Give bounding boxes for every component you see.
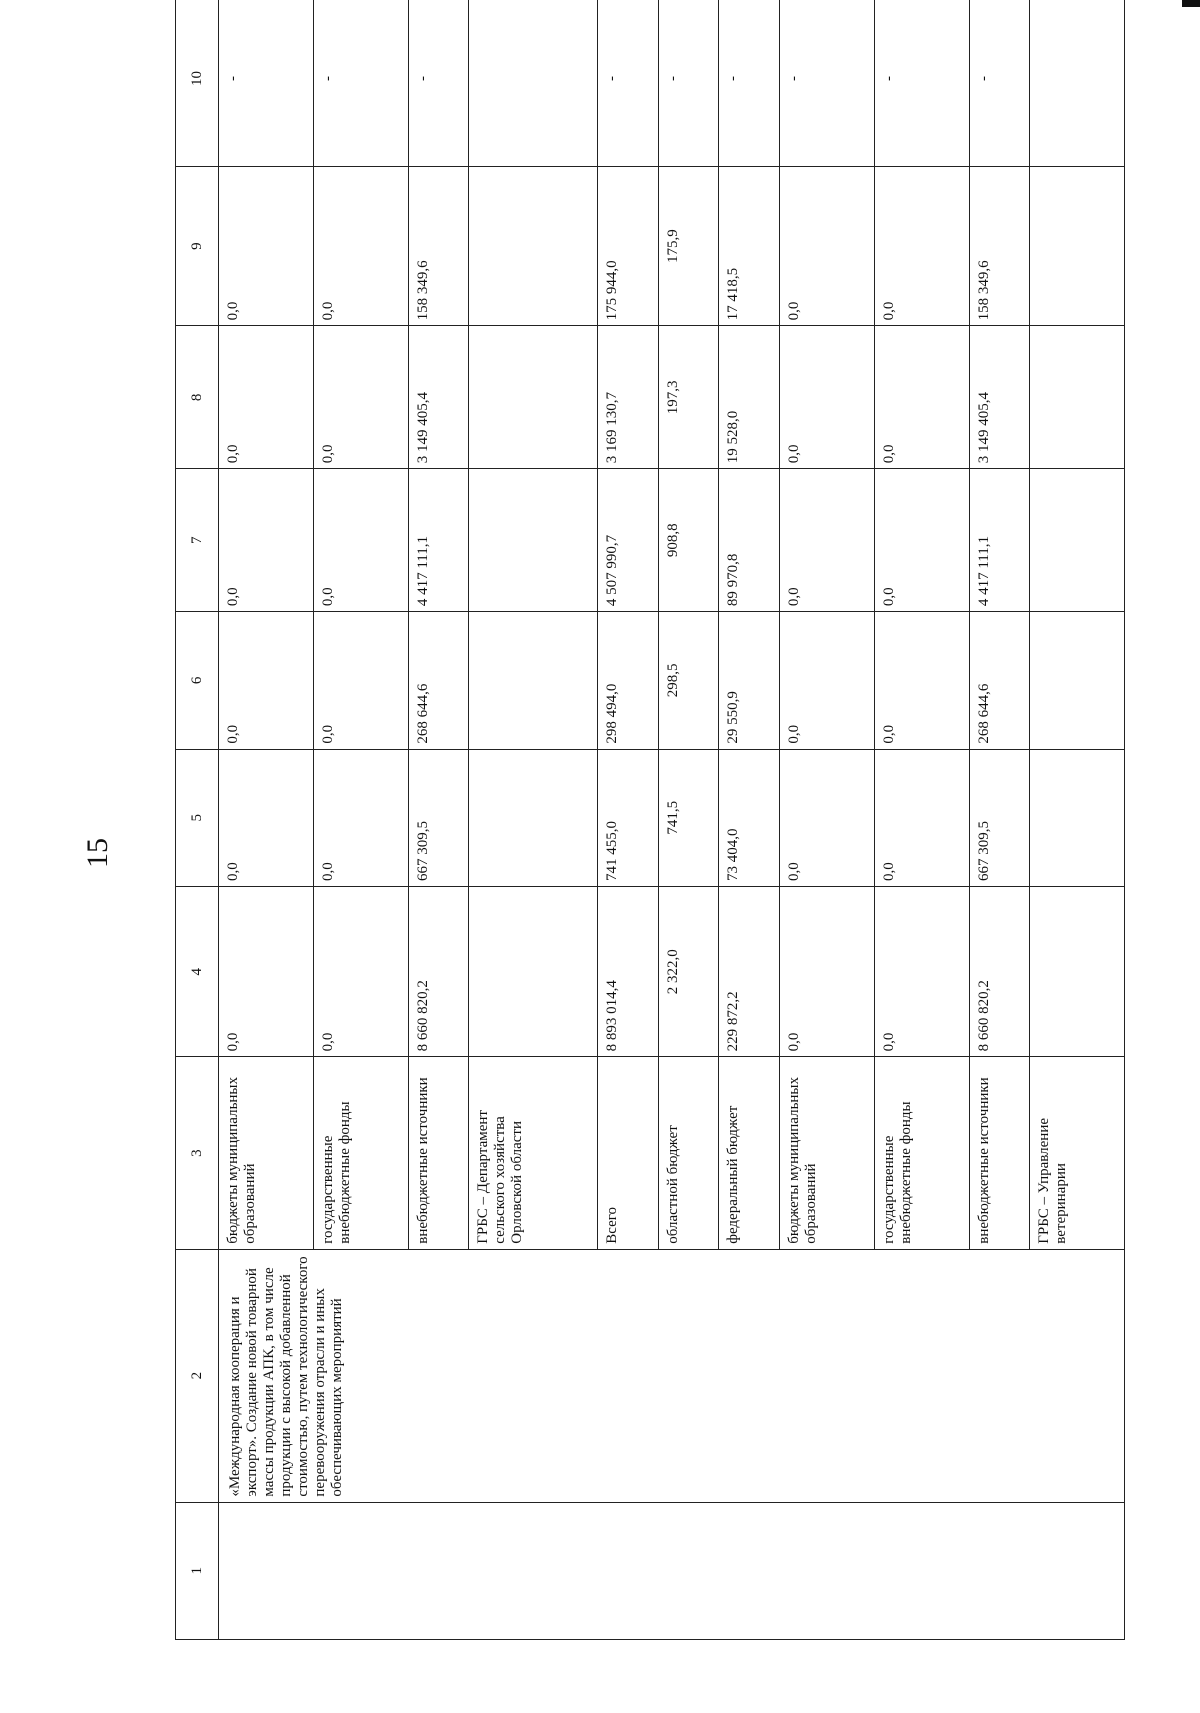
value-cell (1030, 469, 1125, 612)
value-cell: 229 872,2 (719, 886, 780, 1056)
value-cell: 8 660 820,2 (408, 886, 469, 1056)
header-cell-7: 7 (176, 469, 219, 612)
header-cell-1: 1 (176, 1502, 219, 1639)
value-cell: 158 349,6 (969, 166, 1030, 325)
note-cell: - (719, 0, 780, 166)
value-cell (469, 612, 598, 749)
value-cell (1030, 749, 1125, 886)
note-cell: - (598, 0, 659, 166)
funding-source: внебюджетные источники (969, 1057, 1030, 1249)
value-cell: 0,0 (313, 469, 408, 612)
table-body (219, 0, 1125, 1640)
value-cell (469, 326, 598, 469)
value-cell: 0,0 (219, 612, 314, 749)
value-cell: 0,0 (313, 166, 408, 325)
value-cell: 19 528,0 (719, 326, 780, 469)
funding-source: государственные внебюджетные фонды (874, 1057, 969, 1249)
note-cell: - (408, 0, 469, 166)
note-cell (1030, 0, 1125, 166)
value-cell: 3 149 405,4 (969, 326, 1030, 469)
value-cell: 197,3 (658, 326, 719, 469)
note-cell (469, 0, 598, 166)
value-cell: 73 404,0 (719, 749, 780, 886)
funding-source: бюджеты муниципальных образований (779, 1057, 874, 1249)
value-cell: 0,0 (219, 469, 314, 612)
budget-table-container (175, 0, 1125, 1640)
value-cell: 0,0 (219, 166, 314, 325)
note-cell: - (219, 0, 314, 166)
funding-source: Всего (598, 1057, 659, 1249)
note-cell: - (874, 0, 969, 166)
value-cell: 29 550,9 (719, 612, 780, 749)
value-cell: 2 322,0 (658, 886, 719, 1056)
value-cell: 4 417 111,1 (969, 469, 1030, 612)
row-number-cell (219, 1502, 1125, 1639)
table-row (219, 0, 314, 1640)
header-cell-9: 9 (176, 166, 219, 325)
header-cell-2: 2 (176, 1249, 219, 1502)
note-cell: - (658, 0, 719, 166)
header-row (176, 0, 219, 1640)
note-cell: - (779, 0, 874, 166)
value-cell (1030, 166, 1125, 325)
header-cell-3: 3 (176, 1057, 219, 1249)
value-cell: 0,0 (219, 886, 314, 1056)
value-cell: 0,0 (779, 749, 874, 886)
header-cell-5: 5 (176, 749, 219, 886)
value-cell: 0,0 (779, 166, 874, 325)
value-cell: 0,0 (874, 326, 969, 469)
funding-source: областной бюджет (658, 1057, 719, 1249)
value-cell: 158 349,6 (408, 166, 469, 325)
value-cell: 0,0 (874, 749, 969, 886)
value-cell: 298,5 (658, 612, 719, 749)
header-cell-10: 10 (176, 0, 219, 166)
value-cell: 268 644,6 (969, 612, 1030, 749)
funding-source: ГРБС – Департамент сельского хозяйства Орловской области (469, 1057, 598, 1249)
note-cell: - (969, 0, 1030, 166)
funding-source: государственные внебюджетные фонды (313, 1057, 408, 1249)
funding-source: ГРБС – Управление ветеринарии (1030, 1057, 1125, 1249)
value-cell: 3 169 130,7 (598, 326, 659, 469)
value-cell: 3 149 405,4 (408, 326, 469, 469)
value-cell (469, 886, 598, 1056)
value-cell: 908,8 (658, 469, 719, 612)
value-cell: 667 309,5 (408, 749, 469, 886)
value-cell: 0,0 (219, 749, 314, 886)
value-cell: 175,9 (658, 166, 719, 325)
value-cell: 667 309,5 (969, 749, 1030, 886)
value-cell: 298 494,0 (598, 612, 659, 749)
value-cell: 0,0 (874, 886, 969, 1056)
value-cell: 175 944,0 (598, 166, 659, 325)
value-cell: 0,0 (874, 612, 969, 749)
value-cell: 741 455,0 (598, 749, 659, 886)
header-cell-4: 4 (176, 886, 219, 1056)
funding-source: внебюджетные источники (408, 1057, 469, 1249)
value-cell: 0,0 (874, 469, 969, 612)
value-cell (469, 166, 598, 325)
page-number: 15 (81, 838, 114, 868)
value-cell: 4 417 111,1 (408, 469, 469, 612)
value-cell: 8 893 014,4 (598, 886, 659, 1056)
value-cell: 4 507 990,7 (598, 469, 659, 612)
header-cell-6: 6 (176, 612, 219, 749)
page-edge-mark (1182, 0, 1200, 7)
value-cell (1030, 886, 1125, 1056)
value-cell: 0,0 (313, 612, 408, 749)
value-cell: 0,0 (313, 886, 408, 1056)
funding-source: федеральный бюджет (719, 1057, 780, 1249)
value-cell (469, 469, 598, 612)
value-cell (469, 749, 598, 886)
note-cell: - (313, 0, 408, 166)
value-cell: 8 660 820,2 (969, 886, 1030, 1056)
value-cell: 0,0 (779, 612, 874, 749)
value-cell: 0,0 (874, 166, 969, 325)
funding-source: бюджеты муниципальных образований (219, 1057, 314, 1249)
value-cell (1030, 326, 1125, 469)
value-cell: 0,0 (219, 326, 314, 469)
value-cell: 0,0 (779, 469, 874, 612)
value-cell: 0,0 (779, 326, 874, 469)
value-cell: 0,0 (313, 326, 408, 469)
value-cell: 0,0 (779, 886, 874, 1056)
value-cell: 89 970,8 (719, 469, 780, 612)
activity-description: «Международная кооперация и экспорт». Создание новой товарной массы продукции АПК, в том числе продукции с высокой добавленной стоимостью, путем технологического перевооружения отрасли и иных обеспечивающих мероприятий (219, 1249, 1125, 1502)
budget-table (175, 0, 1125, 1640)
header-cell-8: 8 (176, 326, 219, 469)
value-cell: 0,0 (313, 749, 408, 886)
value-cell: 17 418,5 (719, 166, 780, 325)
value-cell: 741,5 (658, 749, 719, 886)
value-cell (1030, 612, 1125, 749)
value-cell: 268 644,6 (408, 612, 469, 749)
